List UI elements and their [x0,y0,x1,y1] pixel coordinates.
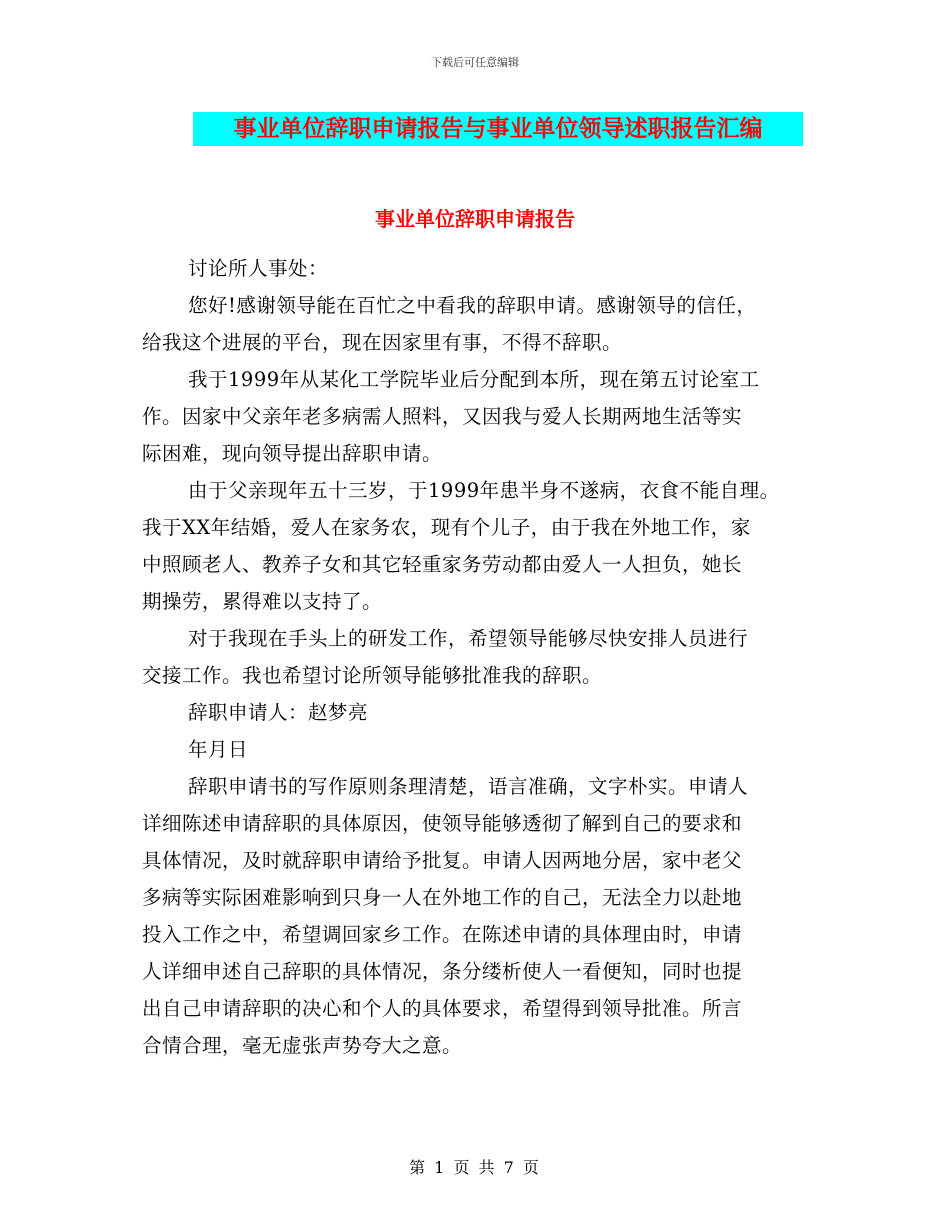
paragraph-line: 多病等实际困难影响到只身一人在外地工作的自己，无法全力以赴地 [142,886,743,909]
document-body [142,250,818,1064]
paragraph-line: 期操劳，累得难以支持了。 [142,590,383,613]
main-title: 事业单位辞职申请报告与事业单位领导述职报告汇编 [233,115,763,142]
date-line: 年月日 [188,738,249,761]
paragraph-line: 对于我现在手头上的研发工作，希望领导能够尽快安排人员进行 [188,627,749,650]
page-number: 第 1 页 共 7 页 [409,1158,541,1177]
paragraph-line: 讨论所人事处： [188,257,329,280]
section-title: 事业单位辞职申请报告 [375,207,575,231]
paragraph-line: 投入工作之中，希望调回家乡工作。在陈述申请的具体理由时，申请 [142,923,743,946]
paragraph-line: 人详细申述自己辞职的具体情况，条分缕析使人一看便知，同时也提 [142,960,743,983]
paragraph-line: 我于1999年从某化工学院毕业后分配到本所，现在第五讨论室工 [188,368,760,391]
paragraph-line: 合情合理，毫无虚张声势夸大之意。 [142,1034,463,1057]
signature-line: 辞职申请人：赵梦亮 [188,701,369,724]
paragraph-line: 由于父亲现年五十三岁，于1999年患半身不遂病，衣食不能自理。 [188,479,780,502]
paragraph-line: 我于XX年结婚，爱人在家务农，现有个儿子，由于我在外地工作，家 [142,516,751,539]
paragraph-line: 作。因家中父亲年老多病需人照料，又因我与爱人长期两地生活等实 [142,405,743,428]
page-header-note: 下载后可任意编辑 [431,56,519,69]
paragraph-line: 际困难，现向领导提出辞职申请。 [142,442,443,465]
paragraph-line: 具体情况，及时就辞职申请给予批复。申请人因两地分居，家中老父 [142,849,743,872]
paragraph-line: 您好!感谢领导能在百忙之中看我的辞职申请。感谢领导的信任， [188,294,757,317]
paragraph-line: 给我这个进展的平台，现在因家里有事，不得不辞职。 [142,331,623,354]
paragraph-line: 出自己申请辞职的决心和个人的具体要求，希望得到领导批准。所言 [142,997,743,1020]
paragraph-line: 交接工作。我也希望讨论所领导能够批准我的辞职。 [142,664,603,687]
paragraph-line: 中照顾老人、教养子女和其它轻重家务劳动都由爱人一人担负，她长 [142,553,743,576]
paragraph-line: 详细陈述申请辞职的具体原因，使领导能够透彻了解到自己的要求和 [142,812,743,835]
paragraph-line: 辞职申请书的写作原则条理清楚，语言准确，文字朴实。申请人 [188,775,749,798]
main-title-highlight [193,112,803,146]
